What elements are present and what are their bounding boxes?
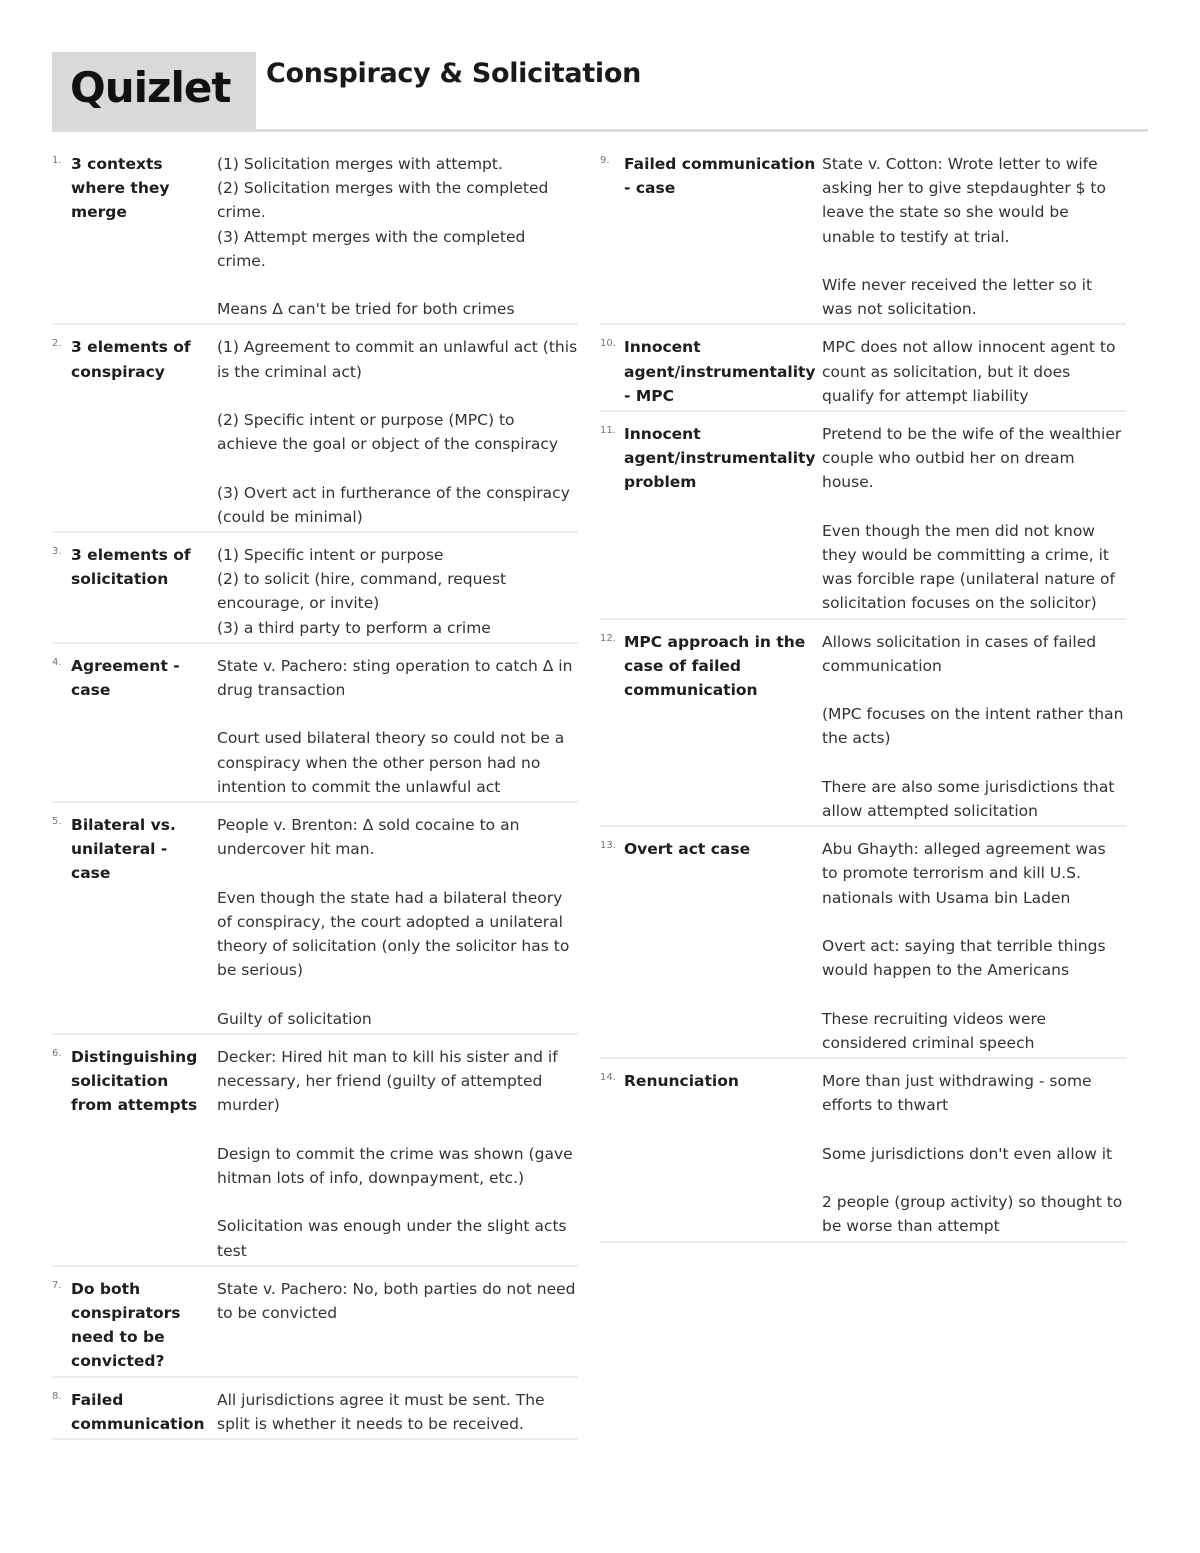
card-definition: All jurisdictions agree it must be sent. The split is whether it needs to be received. [217, 1390, 545, 1433]
card-term: Distinguishing solicitation from attempts [71, 1047, 198, 1115]
card-term: Failed communication - case [624, 155, 816, 198]
header-divider [52, 129, 1148, 132]
card-number: 11. [600, 425, 616, 437]
flashcard-row [52, 1275, 578, 1378]
flashcard-row [52, 541, 578, 644]
flashcard-row [52, 811, 578, 1035]
card-number: 10. [600, 338, 616, 350]
flashcard-row [600, 628, 1126, 828]
quizlet-logo-box [52, 52, 256, 131]
flashcard-row [600, 420, 1126, 620]
card-term: 3 elements of solicitation [71, 546, 191, 589]
flashcard-row [52, 652, 578, 803]
card-definition: Abu Ghayth: alleged agreement was to promote terrorism and kill U.S. nationals with Usama bin Laden Overt act: saying that terrible things would happen to the Americans These recruiting videos were considered criminal speech [822, 840, 1106, 1052]
card-definition: Allows solicitation in cases of failed communication (MPC focuses on the intent rather than the acts) There are also some jurisdictions that allow attempted solicitation [822, 632, 1124, 821]
flashcard-row [52, 150, 578, 325]
flashcard-row [600, 1067, 1126, 1242]
card-number: 3. [52, 546, 62, 558]
card-term: MPC approach in the case of failed communication [624, 632, 806, 700]
flashcard-row [600, 150, 1126, 325]
card-definition: State v. Pachero: sting operation to catch Δ in drug transaction Court used bilateral theory so could not be a conspiracy when the other person had no intention to commit the unlawful act [217, 656, 573, 796]
card-term: Innocent agent/instrumentality problem [624, 425, 816, 492]
card-definition: State v. Pachero: No, both parties do not need to be convicted [217, 1279, 576, 1322]
card-definition: More than just withdrawing - some efforts to thwart Some jurisdictions don't even allow it 2 people (group activity) so thought to be worse than attempt [822, 1072, 1123, 1236]
page-title: Conspiracy & Solicitation [266, 58, 642, 89]
card-number: 5. [52, 816, 62, 828]
card-number: 2. [52, 338, 62, 350]
card-definition: (1) Agreement to commit an unlawful act (this is the criminal act) (2) Specific intent or purpose (MPC) to achieve the goal or object of the conspiracy (3) Overt act in furtherance of the conspiracy (could be minimal) [217, 338, 578, 526]
right-column [600, 150, 1126, 1251]
flashcard-row [52, 333, 578, 533]
card-definition: People v. Brenton: Δ sold cocaine to an undercover hit man. Even though the state had a bilateral theory of conspiracy, the court adopted a unilateral theory of solicitation (only the solicitor has to be serious) Guilty of solicitation [217, 816, 570, 1028]
card-number: 8. [52, 1390, 62, 1402]
card-term: 3 elements of conspiracy [71, 338, 191, 381]
card-number: 1. [52, 155, 62, 166]
card-number: 6. [52, 1047, 62, 1059]
card-term: Failed communication [71, 1390, 205, 1433]
card-number: 13. [600, 840, 616, 852]
card-number: 14. [600, 1072, 616, 1084]
quizlet-logo: Quizlet [70, 63, 231, 112]
flashcard-row [52, 1043, 578, 1267]
card-definition: (1) Specific intent or purpose (2) to solicit (hire, command, request encourage, or invite) (3) a third party to perform a crime [217, 546, 507, 637]
card-definition: Pretend to be the wife of the wealthier couple who outbid her on dream house. Even though the men did not know they would be committing a crime, it was forcible rape (unilateral nature of solicitation focuses on the solicitor) [822, 425, 1122, 613]
card-definition: Decker: Hired hit man to kill his sister and if necessary, her friend (guilty of attempted murder) Design to commit the crime was shown (gave hitman lots of info, downpayment, etc.) Solicitation was enough under the slight acts test [217, 1047, 573, 1260]
flashcard-row [600, 835, 1126, 1059]
card-number: 7. [52, 1279, 62, 1291]
card-term: Bilateral vs. unilateral - case [71, 816, 176, 883]
card-definition: MPC does not allow innocent agent to count as solicitation, but it does qualify for attempt liability [822, 338, 1116, 405]
card-number: 12. [600, 632, 616, 644]
flashcard-row [52, 1386, 578, 1440]
card-term: 3 contexts where they merge [71, 155, 170, 222]
flashcard-row [600, 333, 1126, 412]
card-term: Agreement - case [71, 656, 180, 700]
card-number: 9. [600, 155, 610, 166]
card-number: 4. [52, 656, 62, 668]
card-definition: (1) Solicitation merges with attempt. (2) Solicitation merges with the completed crime. (3) Attempt merges with the completed crime. Means Δ can't be tried for both crimes [217, 155, 549, 319]
card-term: Do both conspirators need to be convicted? [71, 1279, 181, 1371]
card-term: Innocent agent/instrumentality - MPC [624, 338, 816, 405]
card-term: Overt act case [624, 840, 751, 859]
card-term: Renunciation [624, 1072, 739, 1091]
card-definition: State v. Cotton: Wrote letter to wife asking her to give stepdaughter $ to leave the state so she would be unable to testify at trial. Wife never received the letter so it was not solicitation. [822, 155, 1106, 319]
left-column [52, 150, 578, 1448]
